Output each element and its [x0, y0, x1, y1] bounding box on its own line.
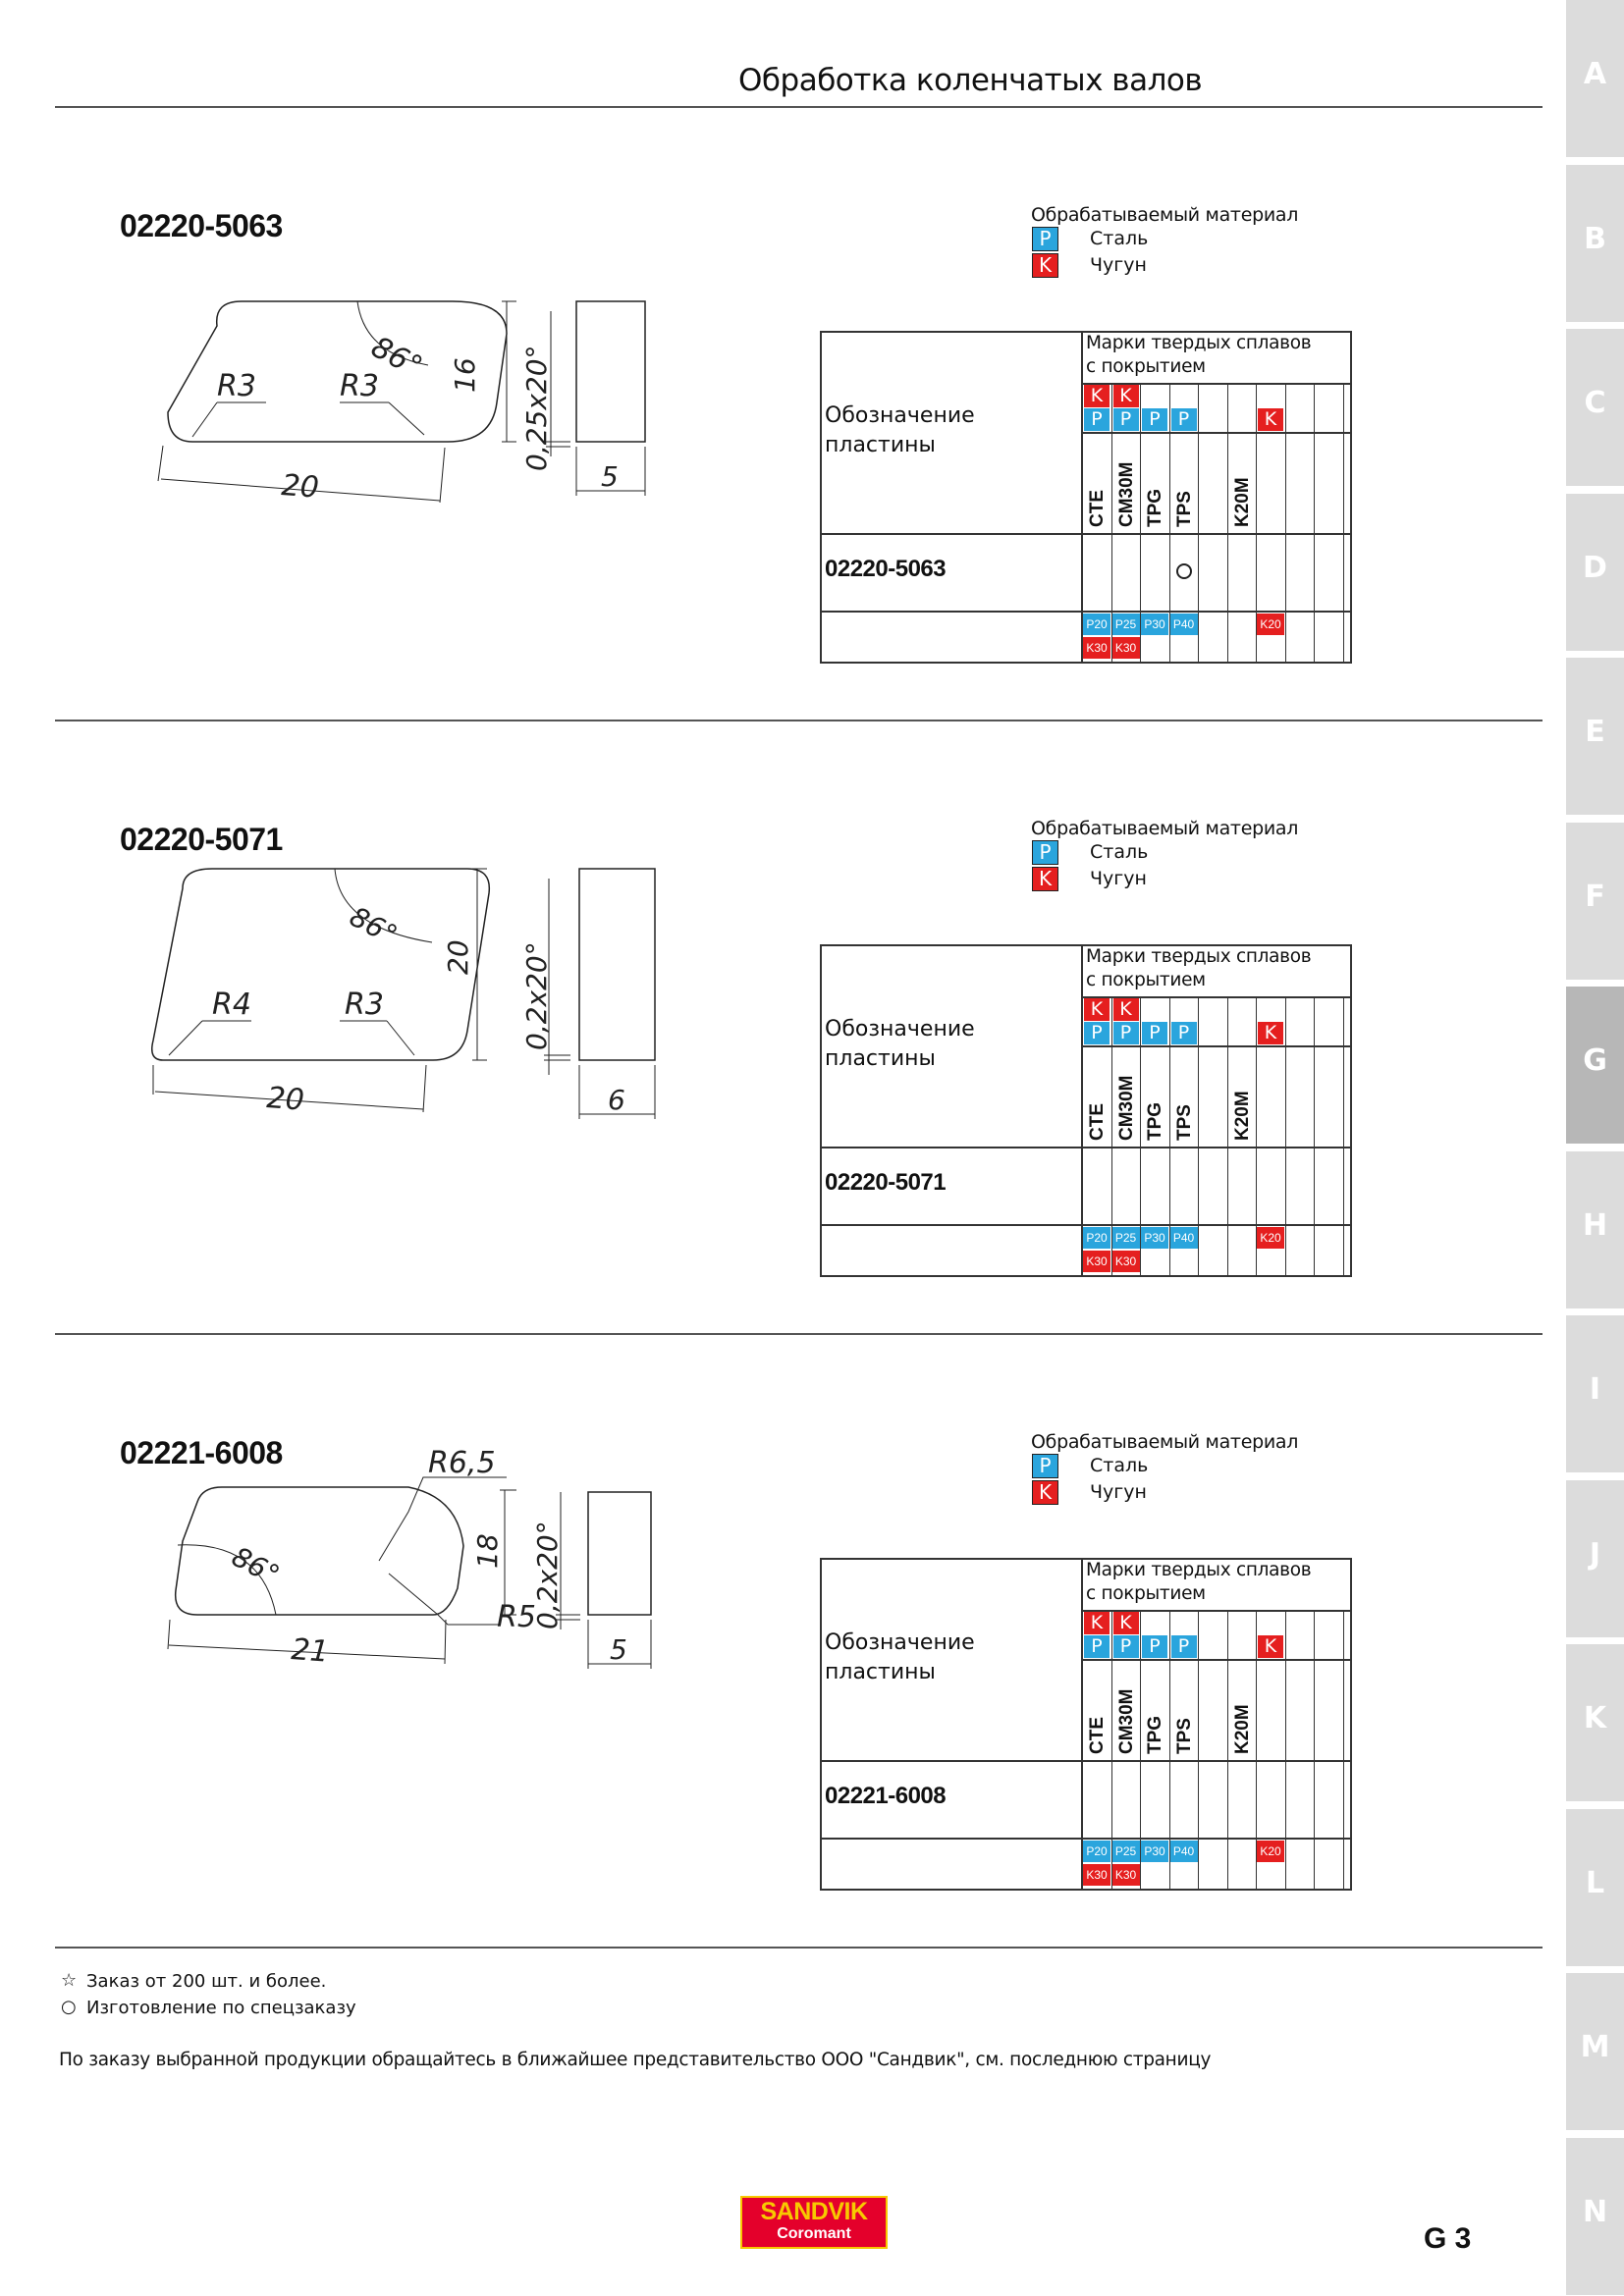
- iso-k-chip: K30: [1112, 637, 1140, 659]
- grid-line: [820, 1760, 1352, 1762]
- angle-label: 86°: [365, 330, 428, 386]
- section-tabs: [1566, 0, 1624, 2296]
- grid-line: [1350, 944, 1352, 1277]
- material-badge-k20m: K: [1258, 408, 1283, 431]
- angle-label: 86°: [226, 1540, 286, 1592]
- grid-line: [1314, 383, 1315, 664]
- insert-code-title: 02221-6008: [120, 1435, 283, 1470]
- grade-name: CM30M: [1115, 1688, 1137, 1754]
- grade-name: CTE: [1087, 1717, 1108, 1754]
- grid-line: [1198, 1610, 1199, 1891]
- radius-right-label: R3: [340, 369, 379, 403]
- material-badge: P: [1032, 840, 1058, 865]
- material-badge-k: K: [1113, 1612, 1139, 1634]
- insert-section: [55, 721, 1543, 1335]
- material-label: Сталь: [1090, 1455, 1149, 1476]
- grade-name: TPS: [1173, 491, 1195, 527]
- grid-line: [1082, 1045, 1352, 1047]
- material-badge-p: P: [1084, 1022, 1110, 1044]
- thickness-label: 5: [601, 460, 619, 493]
- grade-name: CM30M: [1115, 1075, 1137, 1141]
- grid-line: [820, 1558, 822, 1891]
- grade-name: TPG: [1145, 488, 1165, 527]
- grid-line: [1350, 1558, 1352, 1891]
- iso-k20-chip: K20: [1257, 614, 1284, 635]
- iso-p-chip: P40: [1170, 1227, 1198, 1249]
- height-label: 18: [471, 1533, 504, 1569]
- thickness-label: 5: [610, 1633, 627, 1666]
- circle-icon: ○: [61, 1997, 77, 2017]
- grid-line: [820, 1147, 1352, 1148]
- grid-line: [820, 1224, 1352, 1226]
- material-label: Сталь: [1090, 841, 1149, 863]
- radius-bottom-label: R5: [497, 1600, 536, 1634]
- material-badge-k: K: [1084, 385, 1110, 407]
- grades-heading: Марки твердых сплавов с покрытием: [1086, 946, 1312, 990]
- section-divider: [55, 1947, 1543, 1949]
- grades-table: [820, 331, 1352, 664]
- material-badge-k: K: [1113, 998, 1139, 1021]
- grid-line: [1343, 383, 1344, 664]
- legend-heading: Обрабатываемый материал: [1031, 1431, 1299, 1453]
- thickness-label: 6: [608, 1084, 625, 1116]
- material-badge-p: P: [1084, 408, 1110, 431]
- iso-p-chip: P40: [1170, 1841, 1198, 1862]
- material-label: Чугун: [1090, 254, 1147, 276]
- note-special-order: ○ Изготовление по спецзаказу: [61, 1997, 356, 2018]
- material-badge: K: [1032, 867, 1058, 891]
- material-badge-p: P: [1171, 1635, 1197, 1658]
- iso-k-chip: K30: [1083, 1864, 1110, 1886]
- side-view: [588, 1492, 651, 1615]
- insert-code-title: 02220-5063: [120, 208, 283, 243]
- material-badge: K: [1032, 1480, 1058, 1505]
- grid-line: [1285, 383, 1286, 664]
- chamfer-label: 0,2x20°: [531, 1521, 564, 1629]
- designation-header: Обозначение пластины: [825, 1630, 975, 1684]
- legend-item: [1031, 227, 1326, 252]
- radius-top-label: R6,5: [428, 1446, 496, 1480]
- grid-line: [820, 1275, 1352, 1277]
- grid-line: [1198, 383, 1199, 664]
- iso-p-chip: P20: [1083, 1841, 1110, 1862]
- grid-line: [1343, 996, 1344, 1277]
- material-legend: [1031, 1431, 1326, 1506]
- footnotes: [59, 1971, 356, 2024]
- grid-line: [1285, 996, 1286, 1277]
- radius-left-label: R4: [212, 988, 251, 1022]
- insert-section: [55, 108, 1543, 721]
- grade-name: TPG: [1145, 1715, 1165, 1754]
- tab-i[interactable]: I: [1566, 1315, 1624, 1472]
- contact-note: По заказу выбранной продукции обращайтесь в ближайшее представительство ООО "Сандвик", см. последнюю страницу: [59, 2050, 1212, 2070]
- grade-name: TPS: [1173, 1718, 1195, 1754]
- insert-drawing: [55, 108, 742, 721]
- grade-name: K20M: [1231, 477, 1253, 527]
- grid-line: [820, 331, 822, 664]
- grade-name: TPG: [1145, 1101, 1165, 1141]
- tab-f[interactable]: F: [1566, 823, 1624, 980]
- insert-code-title: 02220-5071: [120, 822, 283, 857]
- insert-section: [55, 1335, 1543, 1949]
- tab-d[interactable]: D: [1566, 494, 1624, 651]
- grades-heading: Марки твердых сплавов с покрытием: [1086, 333, 1312, 377]
- legend-item: [1031, 840, 1326, 866]
- material-badge-k20m: K: [1258, 1635, 1283, 1658]
- legend-item: [1031, 1480, 1326, 1506]
- material-badge-k: K: [1084, 1612, 1110, 1634]
- chamfer-label: 0,2x20°: [520, 941, 553, 1050]
- width-label: 20: [265, 1081, 305, 1118]
- side-view: [576, 301, 645, 442]
- width-label: 21: [290, 1632, 330, 1670]
- grade-name: CTE: [1087, 1103, 1108, 1141]
- radius-leader-left: [169, 1021, 251, 1055]
- page-number: G 3: [1424, 2222, 1472, 2255]
- tab-j[interactable]: J: [1566, 1480, 1624, 1637]
- material-label: Чугун: [1090, 1481, 1147, 1503]
- grid-line: [820, 944, 822, 1277]
- page-title: Обработка коленчатых валов: [738, 63, 1203, 98]
- material-badge-k: K: [1084, 998, 1110, 1021]
- material-badge-p: P: [1084, 1635, 1110, 1658]
- tab-k[interactable]: K: [1566, 1644, 1624, 1801]
- material-badge-p: P: [1113, 1022, 1139, 1044]
- radius-leader-right: [340, 402, 424, 435]
- height-dim: [472, 869, 487, 1060]
- material-badge: K: [1032, 253, 1058, 278]
- legend-heading: Обрабатываемый материал: [1031, 818, 1299, 839]
- grade-name: CTE: [1087, 490, 1108, 527]
- grid-line: [820, 1889, 1352, 1891]
- material-badge-p: P: [1142, 408, 1167, 431]
- height-label: 20: [442, 939, 474, 975]
- material-badge: P: [1032, 227, 1058, 251]
- material-badge-p: P: [1171, 408, 1197, 431]
- material-badge-p: P: [1171, 1022, 1197, 1044]
- iso-p-chip: P25: [1112, 1227, 1140, 1249]
- iso-k-chip: K30: [1083, 637, 1110, 659]
- tab-a[interactable]: A: [1566, 0, 1624, 157]
- grid-line: [1227, 1610, 1228, 1891]
- height-label: 16: [449, 357, 481, 393]
- grid-line: [820, 611, 1352, 613]
- insert-outline: [152, 869, 490, 1060]
- tab-l[interactable]: L: [1566, 1809, 1624, 1966]
- iso-p-chip: P30: [1141, 1227, 1168, 1249]
- insert-code: 02221-6008: [825, 1783, 947, 1809]
- grades-table: [820, 944, 1352, 1277]
- angle-label: 86°: [344, 900, 404, 952]
- grid-line: [1343, 1610, 1344, 1891]
- radius-leader-right: [340, 1021, 414, 1055]
- grade-name: K20M: [1231, 1704, 1253, 1754]
- iso-k-chip: K30: [1112, 1864, 1140, 1886]
- grid-line: [1082, 432, 1352, 434]
- grades-heading: Марки твердых сплавов с покрытием: [1086, 1560, 1312, 1604]
- radius-right-label: R3: [345, 988, 384, 1022]
- radius-leader-left: [192, 402, 266, 437]
- radius-left-label: R3: [217, 369, 256, 403]
- legend-heading: Обрабатываемый материал: [1031, 204, 1299, 226]
- material-badge-p: P: [1142, 1022, 1167, 1044]
- sandvik-coromant-logo: SANDVIK Coromant: [740, 2196, 888, 2249]
- grid-line: [1082, 1659, 1352, 1661]
- grid-line: [820, 662, 1352, 664]
- material-label: Сталь: [1090, 228, 1149, 249]
- legend-item: [1031, 1454, 1326, 1479]
- material-badge-k20m: K: [1258, 1022, 1283, 1044]
- material-badge-p: P: [1142, 1635, 1167, 1658]
- chamfer-label: 0,25x20°: [520, 345, 553, 471]
- star-icon: ☆: [61, 1970, 78, 1991]
- iso-k-chip: K30: [1112, 1251, 1140, 1272]
- note-min-order: ☆ Заказ от 200 шт. и более.: [61, 1970, 327, 1992]
- page-header: [55, 59, 1543, 108]
- grid-line: [1285, 1610, 1286, 1891]
- width-label: 20: [280, 468, 320, 506]
- grid-line: [1314, 1610, 1315, 1891]
- grid-line: [820, 1838, 1352, 1840]
- iso-k20-chip: K20: [1257, 1227, 1284, 1249]
- material-label: Чугун: [1090, 868, 1147, 889]
- insert-drawing: [55, 1335, 742, 1949]
- iso-k20-chip: K20: [1257, 1841, 1284, 1862]
- legend-item: [1031, 867, 1326, 892]
- grade-name: K20M: [1231, 1091, 1253, 1141]
- grades-table: [820, 1558, 1352, 1891]
- insert-drawing: [55, 721, 742, 1335]
- material-badge-p: P: [1113, 408, 1139, 431]
- tab-m[interactable]: M: [1566, 1973, 1624, 2130]
- grid-line: [1314, 996, 1315, 1277]
- grade-name: CM30M: [1115, 461, 1137, 527]
- tab-e[interactable]: E: [1566, 658, 1624, 815]
- tab-b[interactable]: B: [1566, 165, 1624, 322]
- iso-p-chip: P25: [1112, 1841, 1140, 1862]
- iso-p-chip: P20: [1083, 614, 1110, 635]
- insert-code: 02220-5063: [825, 556, 947, 582]
- grid-line: [1227, 996, 1228, 1277]
- grid-line: [1198, 996, 1199, 1277]
- tab-c[interactable]: C: [1566, 329, 1624, 486]
- grade-name: TPS: [1173, 1104, 1195, 1141]
- iso-p-chip: P30: [1141, 614, 1168, 635]
- legend-item: [1031, 253, 1326, 279]
- iso-k-chip: K30: [1083, 1251, 1110, 1272]
- material-badge-k: K: [1113, 385, 1139, 407]
- designation-header: Обозначение пластины: [825, 1017, 975, 1071]
- material-badge: P: [1032, 1454, 1058, 1478]
- grid-line: [1227, 383, 1228, 664]
- tab-h[interactable]: H: [1566, 1151, 1624, 1308]
- iso-p-chip: P40: [1170, 614, 1198, 635]
- material-badge-p: P: [1113, 1635, 1139, 1658]
- iso-p-chip: P25: [1112, 614, 1140, 635]
- iso-p-chip: P30: [1141, 1841, 1168, 1862]
- tab-g[interactable]: G: [1566, 987, 1624, 1144]
- material-legend: [1031, 204, 1326, 279]
- insert-code: 02220-5071: [825, 1169, 947, 1196]
- special-order-mark: [1176, 563, 1192, 579]
- grid-line: [820, 533, 1352, 535]
- insert-outline: [176, 1487, 463, 1615]
- material-legend: [1031, 818, 1326, 892]
- grid-line: [1350, 331, 1352, 664]
- designation-header: Обозначение пластины: [825, 403, 975, 457]
- tab-n[interactable]: N: [1566, 2138, 1624, 2295]
- radius-leader-bottom: [389, 1574, 499, 1625]
- iso-p-chip: P20: [1083, 1227, 1110, 1249]
- side-view: [579, 869, 655, 1060]
